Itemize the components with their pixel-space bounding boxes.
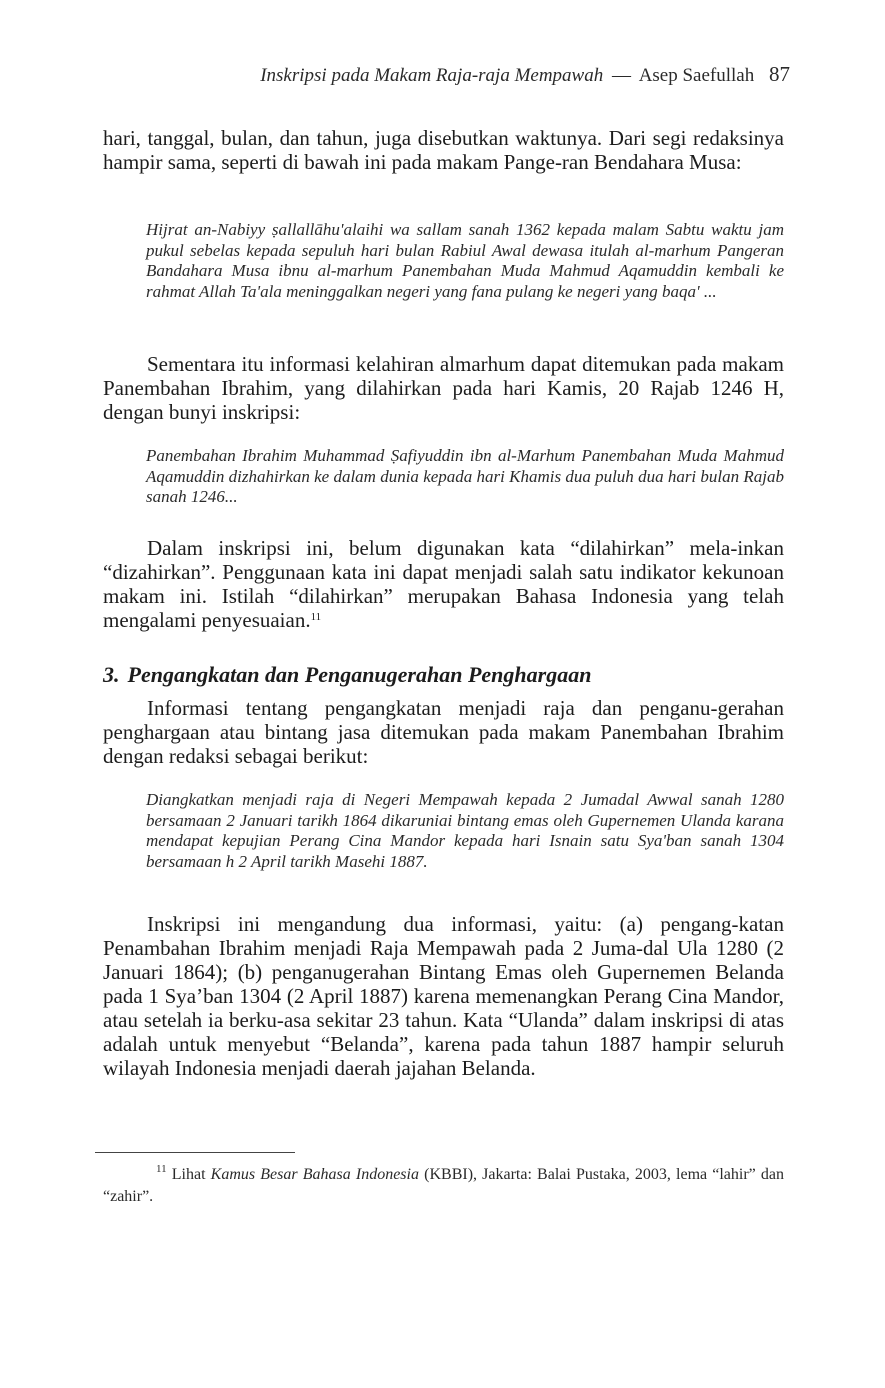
running-header [205,62,790,87]
footnote-lead: Lihat [171,1166,206,1183]
footnote-ref-11[interactable]: 11 [310,611,322,623]
page-number: 87 [769,62,790,86]
running-title: Inskripsi pada Makam Raja-raja Mempawah [260,65,604,86]
footnote-number: 11 [156,1163,167,1175]
paragraph-3-text: Dalam inskripsi ini, belum digunakan kata “dilahirkan” mela-inkan “dizahirkan”. Penggunaan kata ini dapat menjadi salah satu indikator kekunoan makam ini. Istilah “dilahirkan” merupakan Bahasa Indonesia yang telah mengalami penyesuaian. [103,536,784,632]
paragraph-4: Informasi tentang pengangkatan menjadi raja dan penganu-gerahan penghargaan atau bintang jasa ditemukan pada makam Panembahan Ibrahim dengan redaksi sebagai berikut: [103,696,784,768]
section-heading [103,662,784,688]
footnote-title: Kamus Besar Bahasa Indonesia [210,1166,419,1183]
paragraph-1: hari, tanggal, bulan, dan tahun, juga disebutkan waktunya. Dari segi redaksinya hampir sama, seperti di bawah ini pada makam Pange-ran Bendahara Musa: [103,126,784,174]
header-separator: — [611,65,631,86]
block-quote-1: Hijrat an-Nabiyy ṣallallāhu'alaihi wa sallam sanah 1362 kepada malam Sabtu waktu jam pukul sebelas kepada sepuluh hari bulan Rabiul Awal dewasa itulah al-marhum Pangeran Bandahara Musa ibnu al-marhum Panembahan Muda Mahmud Aqamuddin kembali ke rahmat Allah Ta'ala meninggalkan negeri yang fana pulang ke negeri yang baqa' ... [146,220,784,301]
paragraph-5: Inskripsi ini mengandung dua informasi, yaitu: (a) pengang-katan Penambahan Ibrahim menjadi Raja Mempawah pada 2 Juma-dal Ula 1280 (2 Januari 1864); (b) penganugerahan Bintang Emas oleh Gupernemen Belanda pada 1 Sya’ban 1304 (2 April 1887) karena memenangkan Perang Cina Mandor, atau setelah ia berku-asa sekitar 23 tahun. Kata “Ulanda” dalam inskripsi di atas adalah untuk menyebut “Belanda”, karena pada tahun 1887 hampir seluruh wilayah Indonesia menjadi daerah jajahan Belanda. [103,912,784,1080]
footnote-rest: (KBBI), Jakarta: Balai Pustaka, 2003, lema “lahir” dan “zahir”. [103,1166,785,1205]
block-quote-2: Panembahan Ibrahim Muhammad Ṣafiyuddin ibn al-Marhum Panembahan Muda Mahmud Aqamuddin dizhahirkan ke dalam dunia kepada hari Khamis dua puluh dua hari bulan Rajab sanah 1246... [146,446,784,506]
footnote-11 [103,1164,784,1208]
section-title: Pengangkatan dan Penganugerahan Penghargaan [127,662,592,687]
paragraph-2: Sementara itu informasi kelahiran almarhum dapat ditemukan pada makam Panembahan Ibrahim, yang dilahirkan pada hari Kamis, 20 Rajab 1246 H, dengan bunyi inskripsi: [103,352,784,424]
section-number: 3. [103,662,120,687]
header-author: Asep Saefullah [638,65,755,86]
block-quote-3: Diangkatkan menjadi raja di Negeri Mempawah kepada 2 Jumadal Awwal sanah 1280 bersamaan 2 Januari tarikh 1864 dikaruniai bintang emas oleh Gupernemen Ulanda karana mendapat kepujian Perang Cina Mandor kepada hari Isnain satu Sya'ban sanah 1304 bersamaan h 2 April tarikh Masehi 1887. [146,790,784,871]
footnote-divider [95,1152,295,1153]
paragraph-3 [103,536,784,632]
